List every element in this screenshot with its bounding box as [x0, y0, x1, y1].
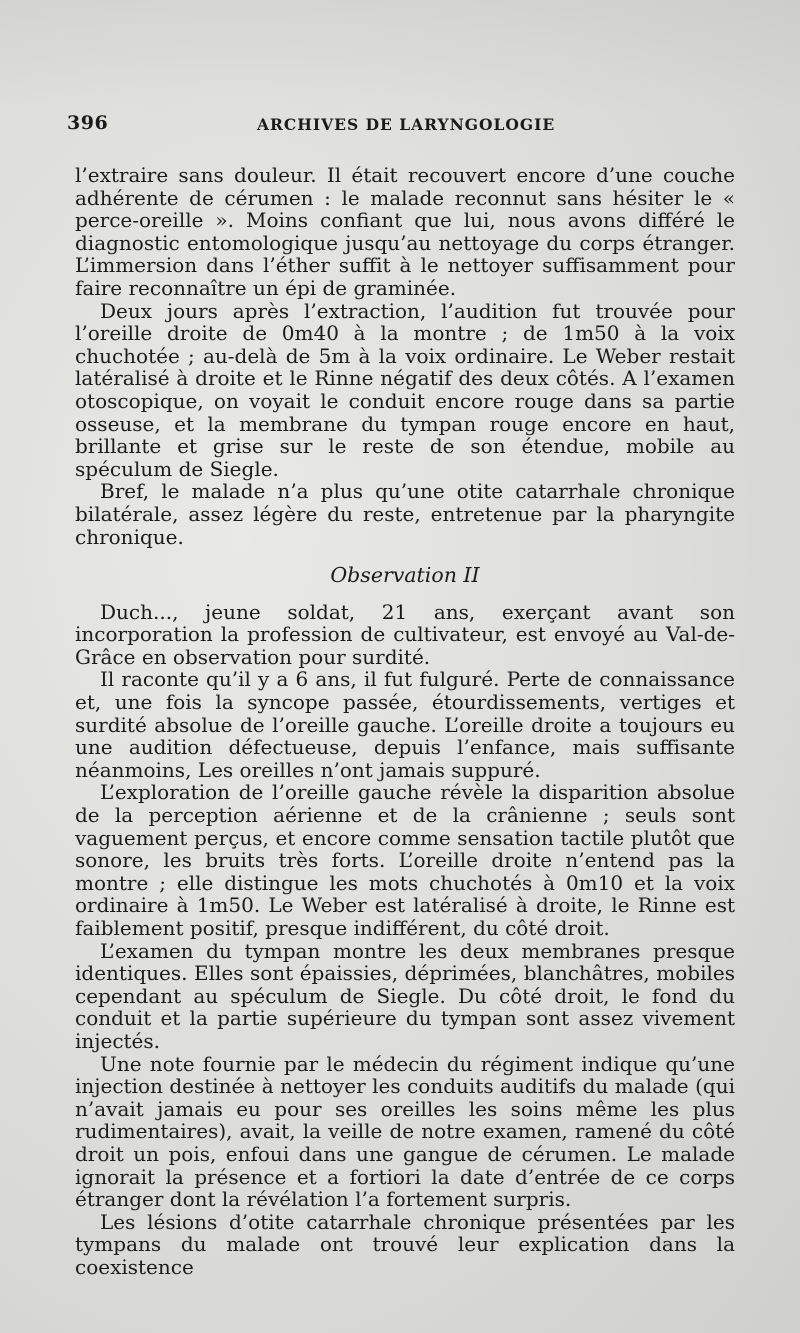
paragraph: l’extraire sans douleur. Il était recouvert encore d’une couche adhérente de cérumen : le malade reconnut sans hésiter le « perce-oreille ». Moins confiant que lui, nous avons différé le diagnostic entomologique jusqu’au nettoyage du corps étranger. L’immersion dans l’éther suffit à le nettoyer suffisamment pour faire reconnaître un épi de graminée. — [75, 163, 735, 300]
running-head: ARCHIVES DE LARYNGOLOGIE — [257, 115, 556, 134]
paragraph: Bref, le malade n’a plus qu’une otite catarrhale chronique bilatérale, assez légère du reste, entretenue par la pharyngite chronique. — [75, 479, 735, 549]
paragraph: Les lésions d’otite catarrhale chronique présentées par les tympans du malade ont trouvé leur explication dans la coexistence — [75, 1209, 735, 1279]
paragraph: Duch..., jeune soldat, 21 ans, exerçant avant son incorporation la profession de cultivateur, est envoyé au Val-de-Grâce en observation pour surdité. — [75, 599, 735, 669]
paragraph: Une note fournie par le médecin du régiment indique qu’une injection destinée à nettoyer les conduits auditifs du malade (qui n’avait jamais eu pour ses oreilles les soins même les plus rudimentaires), avait, la veille de notre examen, ramené du côté droit un pois, enfoui dans une gangue de cérumen. Le malade ignorait la présence et a fortiori la date d’entrée de ce corps étranger dont la révélation l’a fortement surpris. — [75, 1051, 735, 1212]
body-text — [75, 164, 735, 1279]
bleed-through-shadow — [0, 0, 800, 110]
page-header — [67, 112, 747, 142]
page-number: 396 — [67, 112, 109, 134]
paragraph: Il raconte qu’il y a 6 ans, il fut fulguré. Perte de connaissance et, une fois la syncope passée, étourdissements, vertiges et surdité absolue de l’oreille gauche. L’oreille droite a toujours eu une audition défectueuse, depuis l’enfance, mais suffisante néanmoins, Les oreilles n’ont jamais suppuré. — [75, 667, 735, 782]
paragraph: L’exploration de l’oreille gauche révèle la disparition absolue de la perception aérienne et de la crânienne ; seuls sont vaguement perçus, et encore comme sensation tactile plutôt que sonore, les bruits très forts. L’oreille droite n’entend pas la montre ; elle distingue les mots chuchotés à 0m10 et la voix ordinaire à 1m50. Le Weber est latéralisé à droite, le Rinne est faiblement positif, presque indifférent, du côté droit. — [75, 780, 735, 940]
section-title: Observation II — [330, 563, 480, 588]
paragraph: Deux jours après l’extraction, l’audition fut trouvée pour l’oreille droite de 0m40 à la montre ; de 1m50 à la voix chuchotée ; au-delà de 5m à la voix ordinaire. Le Weber restait latéralisé à droite et le Rinne négatif des deux côtés. A l’examen otoscopique, on voyait le conduit encore rouge dans sa partie osseuse, et la membrane du tympan rouge encore en haut, brillante et grise sur le reste de son étendue, mobile au spéculum de Siegle. — [75, 298, 735, 481]
paragraph: L’examen du tympan montre les deux membranes presque identiques. Elles sont épaissies, déprimées, blanchâtres, mobiles cependant au spéculum de Siegle. Du côté droit, le fond du conduit et la partie supérieure du tympan sont assez vivement injectés. — [75, 938, 735, 1053]
